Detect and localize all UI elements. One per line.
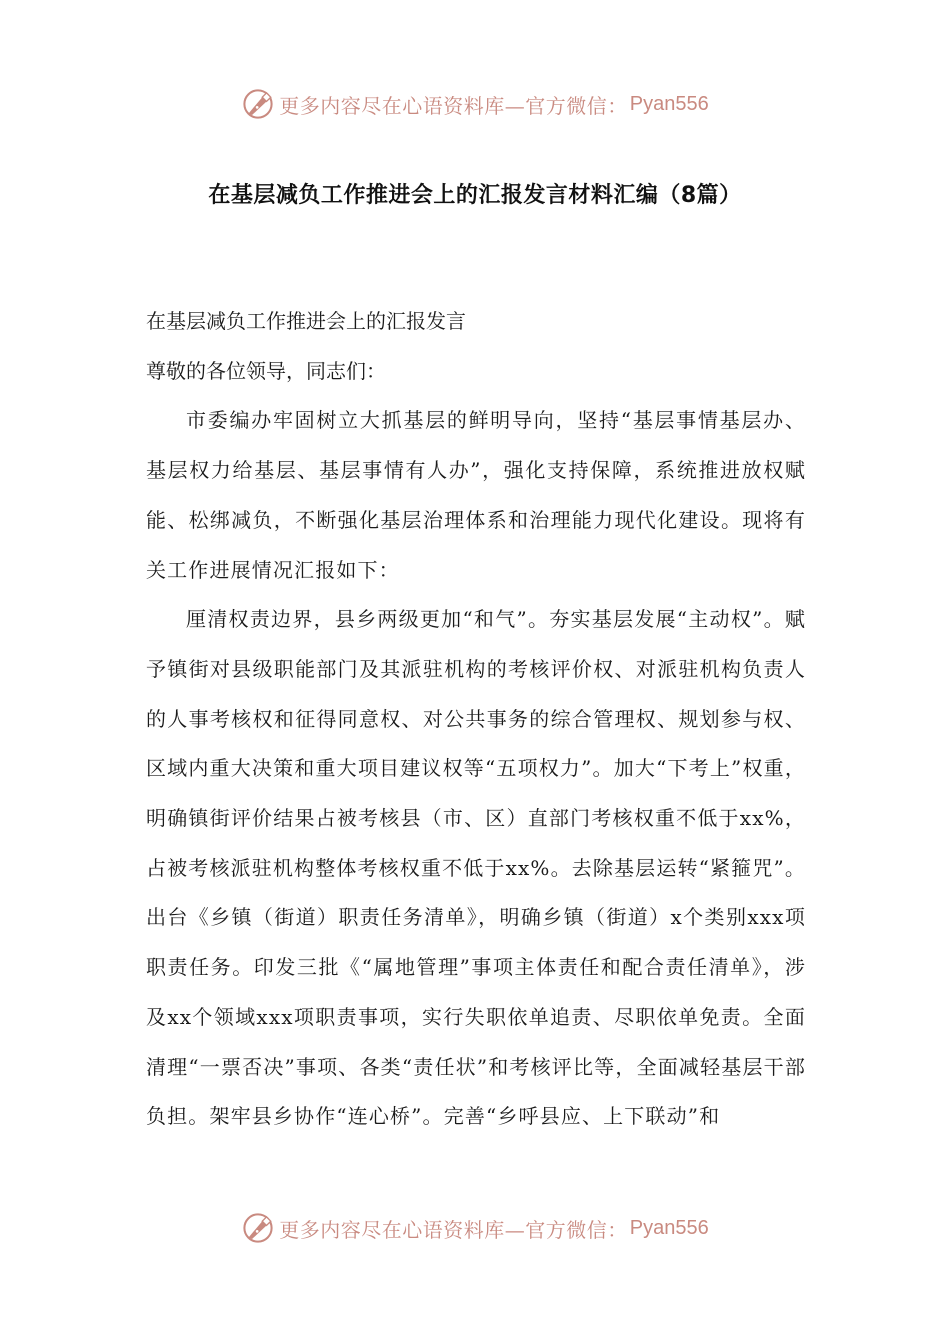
document-subtitle: 在基层减负工作推进会上的汇报发言 <box>146 309 466 333</box>
body-paragraph: 市委编办牢固树立大抓基层的鲜明导向，坚持“基层事情基层办、基层权力给基层、基层事情有人办”，强化支持保障，系统推进放权赋能、松绑减负，不断强化基层治理体系和治理能力现代化建设。现将有关工作进展情况汇报如下： <box>146 408 806 582</box>
document-title: 在基层减负工作推进会上的汇报发言材料汇编（8篇） <box>208 183 742 208</box>
body-paragraph: 厘清权责边界，县乡两级更加“和气”。夯实基层发展“主动权”。赋予镇街对县级职能部门及其派驻机构的考核评价权、对派驻机构负责人的人事考核权和征得同意权、对公共事务的综合管理权、规划参与权、区域内重大决策和重大项目建议权等“五项权力”。加大“下考上”权重，明确镇街评价结果占被考核县（市、区）直部门考核权重不低于xx%，占被考核派驻机构整体考核权重不低于xx%。去除基层运转“紧箍咒”。出台《乡镇（街道）职责任务清单》，明确乡镇（街道）x个类别xxx项职责任务。印发三批《“属地管理”事项主体责任和配合责任清单》，涉及xx个领域xxx项职责事项，实行失职依单追责、尽职依单免责。全面清理“一票否决”事项、各类“责任状”和考核评比等，全面减轻基层干部负担。架牢县乡协作“连心桥”。完善“乡呼县应、上下联动”和 <box>146 607 806 1129</box>
pen-nib-logo-icon <box>241 1211 275 1245</box>
pen-nib-logo-icon <box>241 87 275 121</box>
watermark-wechat-id: Pyan556 <box>629 92 709 115</box>
watermark-footer <box>0 1206 950 1250</box>
salutation: 尊敬的各位领导，同志们： <box>146 358 386 383</box>
document-body <box>146 297 806 1142</box>
watermark-wechat-id: Pyan556 <box>629 1216 709 1239</box>
watermark-text: 更多内容尽在心语资料库—官方微信： <box>279 1217 628 1242</box>
watermark-text: 更多内容尽在心语资料库—官方微信： <box>279 93 628 118</box>
watermark-header <box>0 82 950 126</box>
